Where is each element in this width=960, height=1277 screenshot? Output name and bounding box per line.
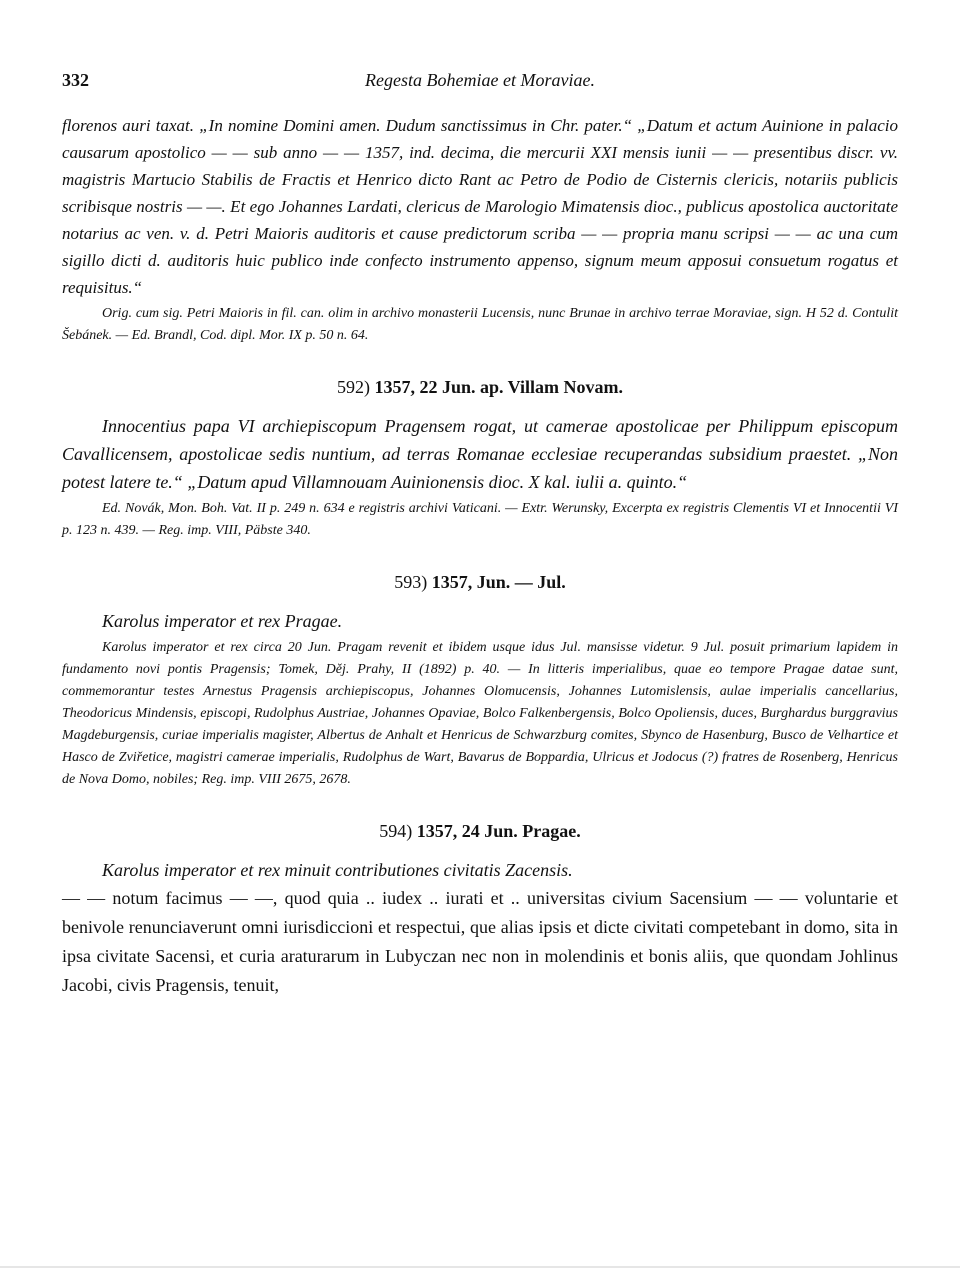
entry-592 [62, 377, 898, 542]
page-header [62, 70, 898, 100]
entry-place: — Jul. [514, 572, 566, 592]
entry-summary: Innocentius papa VI archiepiscopum Pragensem rogat, ut camerae apostolicae per Philippum episcopum Cavallicensem, apostolicae sedis nuntium, ad terras Romanae ecclesiae recuperandas subsidium praestet. „Non potest latere te.“ „Datum apud Villamnouam Auinionensis dioc. X kal. iulii a. quinto.“ [62, 416, 898, 492]
document-page [62, 70, 898, 1000]
entry-number: 594) [379, 821, 413, 841]
entry-heading [62, 572, 898, 593]
entry-number: 593) [394, 572, 428, 592]
bottom-divider [0, 1266, 960, 1268]
entry-summary: Karolus imperator et rex Pragae. [102, 611, 343, 631]
entry-summary: Karolus imperator et rex minuit contributiones civitatis Zacensis. [102, 860, 573, 880]
entry-note: Ed. Novák, Mon. Boh. Vat. II p. 249 n. 634 e registris archivi Vaticani. — Extr. Werunsky, Excerpta ex registris Clementis VI et Innocentii VI p. 123 n. 439. — Reg. imp. VIII, Päbste 340. [62, 501, 898, 538]
entry-number: 592) [336, 377, 370, 397]
entry-heading [62, 377, 898, 398]
running-title: Regesta Bohemiae et Moraviae. [365, 70, 595, 90]
continuation-note: Orig. cum sig. Petri Maioris in fil. can. olim in archivo monasterii Lucensis, nunc Brunae in archivo terrae Moraviae, sign. H 52 d. Contulit Šebánek. — Ed. Brandl, Cod. dipl. Mor. IX p. 50 n. 64. [62, 306, 898, 343]
continuation-text: florenos auri taxat. „In nomine Domini amen. Dudum sanctissimus in Chr. pater.“ „Datum et actum Auinione in palacio causarum apostolico — — sub anno — — 1357, ind. decima, die mercurii XXI mensis iunii — — presentibus discr. vv. magistris Martucio Stabilis de Fractis et Henrico dicto Rant ac Petro de Podio de Cisternis clericis, notariis publicis scribisque nostris — —. Et ego Johannes Lardati, clericus de Marologio Mimatensis dioc., publicus apostolica auctoritate notarius ac ven. v. d. Petri Maioris auditoris et cause predictorum scriba — — propria manu scripsi — — ac una cum sigillo dicti d. auditoris huic publico inde confecto instrumento appenso, signum meum apposui consuetum rogatus et requisitus.“ [62, 116, 898, 297]
page-number: 332 [62, 70, 89, 90]
entry-place: ap. Villam Novam. [480, 377, 624, 397]
entry-date: 1357, 24 Jun. [416, 821, 518, 841]
entry-place: Pragae. [522, 821, 581, 841]
entry-heading [62, 821, 898, 842]
entry-594 [62, 821, 898, 1000]
entry-date: 1357, Jun. [431, 572, 511, 592]
entry-date: 1357, 22 Jun. [374, 377, 476, 397]
entry-text: — — notum facimus — —, quod quia .. iudex .. iurati et .. universitas civium Sacensium — — voluntarie et benivole renunciaverunt omni iurisdiccioni et respectui, que alias ipsis et dicte civitati competebant in domo, sita in ipsa civitate Sacensi, et curia araturarum in Lubyczan nec non in molendinis et bonis aliis, que quondam Johlinus Jacobi, civis Pragensis, tenuit, [62, 888, 898, 995]
entry-note: Karolus imperator et rex circa 20 Jun. Pragam revenit et ibidem usque idus Jul. mansisse videtur. 9 Jul. posuit primarium lapidem in fundamento novi pontis Pragensis; Tomek, Děj. Prahy, II (1892) p. 40. — In litteris imperialibus, quae eo tempore Pragae datae sunt, commemorantur testes Arnestus Pragensis archiepiscopus, Johannes Olomucensis, Johannes Lutomislensis, aulae imperialis cancellarius, Theodoricus Mindensis, episcopi, Rudolphus Austriae, Johannes Opaviae, Bolco Falkenbergensis, Bolco Opoliensis, duces, Burghardus burggravius Magdeburgensis, curiae imperialis magister, Albertus de Anhalt et Henricus de Schwarzburg comites, Sbynco de Hasenburg, Busco de Velhartice et Hasco de Zviřetice, magistri camerae imperialis, Rudolphus de Wart, Bavarus de Boppardia, Ulricus et Jodocus (?) fratres de Rosenberg, Henricus de Nova Domo, nobiles; Reg. imp. VIII 2675, 2678. [62, 640, 898, 787]
entry-593 [62, 572, 898, 791]
